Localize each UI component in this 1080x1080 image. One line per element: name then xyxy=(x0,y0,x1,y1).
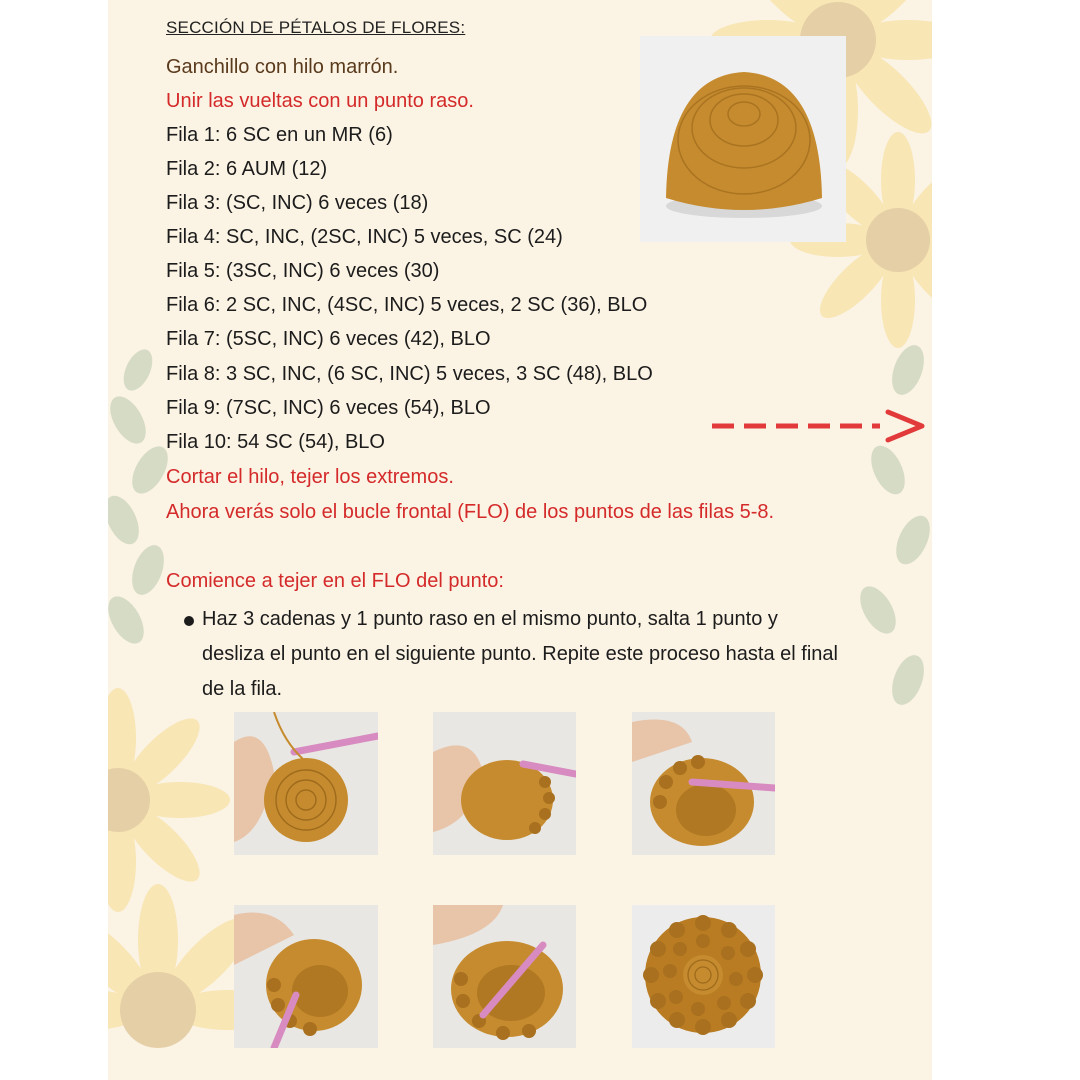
row-2: Fila 2: 6 AUM (12) xyxy=(166,158,328,180)
row-5: Fila 5: (3SC, INC) 6 veces (30) xyxy=(166,260,440,282)
pattern-page xyxy=(108,0,932,1080)
row-3: Fila 3: (SC, INC) 6 veces (18) xyxy=(166,192,429,214)
row-8: Fila 8: 3 SC, INC, (6 SC, INC) 5 veces, 3 SC (48), BLO xyxy=(166,363,653,385)
subheading-start-flo: Comience a tejer en el FLO del punto: xyxy=(166,570,504,592)
dashed-arrow-right-icon xyxy=(712,404,932,448)
crochet-dome-photo xyxy=(640,36,846,242)
step-photo-5 xyxy=(433,905,576,1048)
instruction-flo-note: Ahora verás solo el bucle frontal (FLO) de los puntos de las filas 5-8. xyxy=(166,501,775,523)
instruction-join: Unir las vueltas con un punto raso. xyxy=(166,90,474,112)
row-6: Fila 6: 2 SC, INC, (4SC, INC) 5 veces, 2 SC (36), BLO xyxy=(166,294,648,316)
step-photo-3 xyxy=(632,712,775,855)
row-7: Fila 7: (5SC, INC) 6 veces (42), BLO xyxy=(166,328,491,350)
row-10: Fila 10: 54 SC (54), BLO xyxy=(166,431,385,453)
instruction-cut-yarn: Cortar el hilo, tejer los extremos. xyxy=(166,466,454,488)
step-photo-2 xyxy=(433,712,576,855)
row-9: Fila 9: (7SC, INC) 6 veces (54), BLO xyxy=(166,397,491,419)
bullet-dot-icon xyxy=(184,616,194,626)
step-photo-6-finished xyxy=(632,905,775,1048)
bullet-instruction: Haz 3 cadenas y 1 punto raso en el mismo punto, salta 1 punto y desliza el punto en el siguiente punto. Repite este proceso hasta el final de la fila. xyxy=(202,608,838,700)
row-4: Fila 4: SC, INC, (2SC, INC) 5 veces, SC (24) xyxy=(166,226,563,248)
section-heading: SECCIÓN DE PÉTALOS DE FLORES: xyxy=(166,18,466,37)
row-1: Fila 1: 6 SC en un MR (6) xyxy=(166,124,393,146)
step-photo-1 xyxy=(234,712,378,855)
step-photo-4 xyxy=(234,905,378,1048)
instruction-yarn: Ganchillo con hilo marrón. xyxy=(166,56,399,78)
